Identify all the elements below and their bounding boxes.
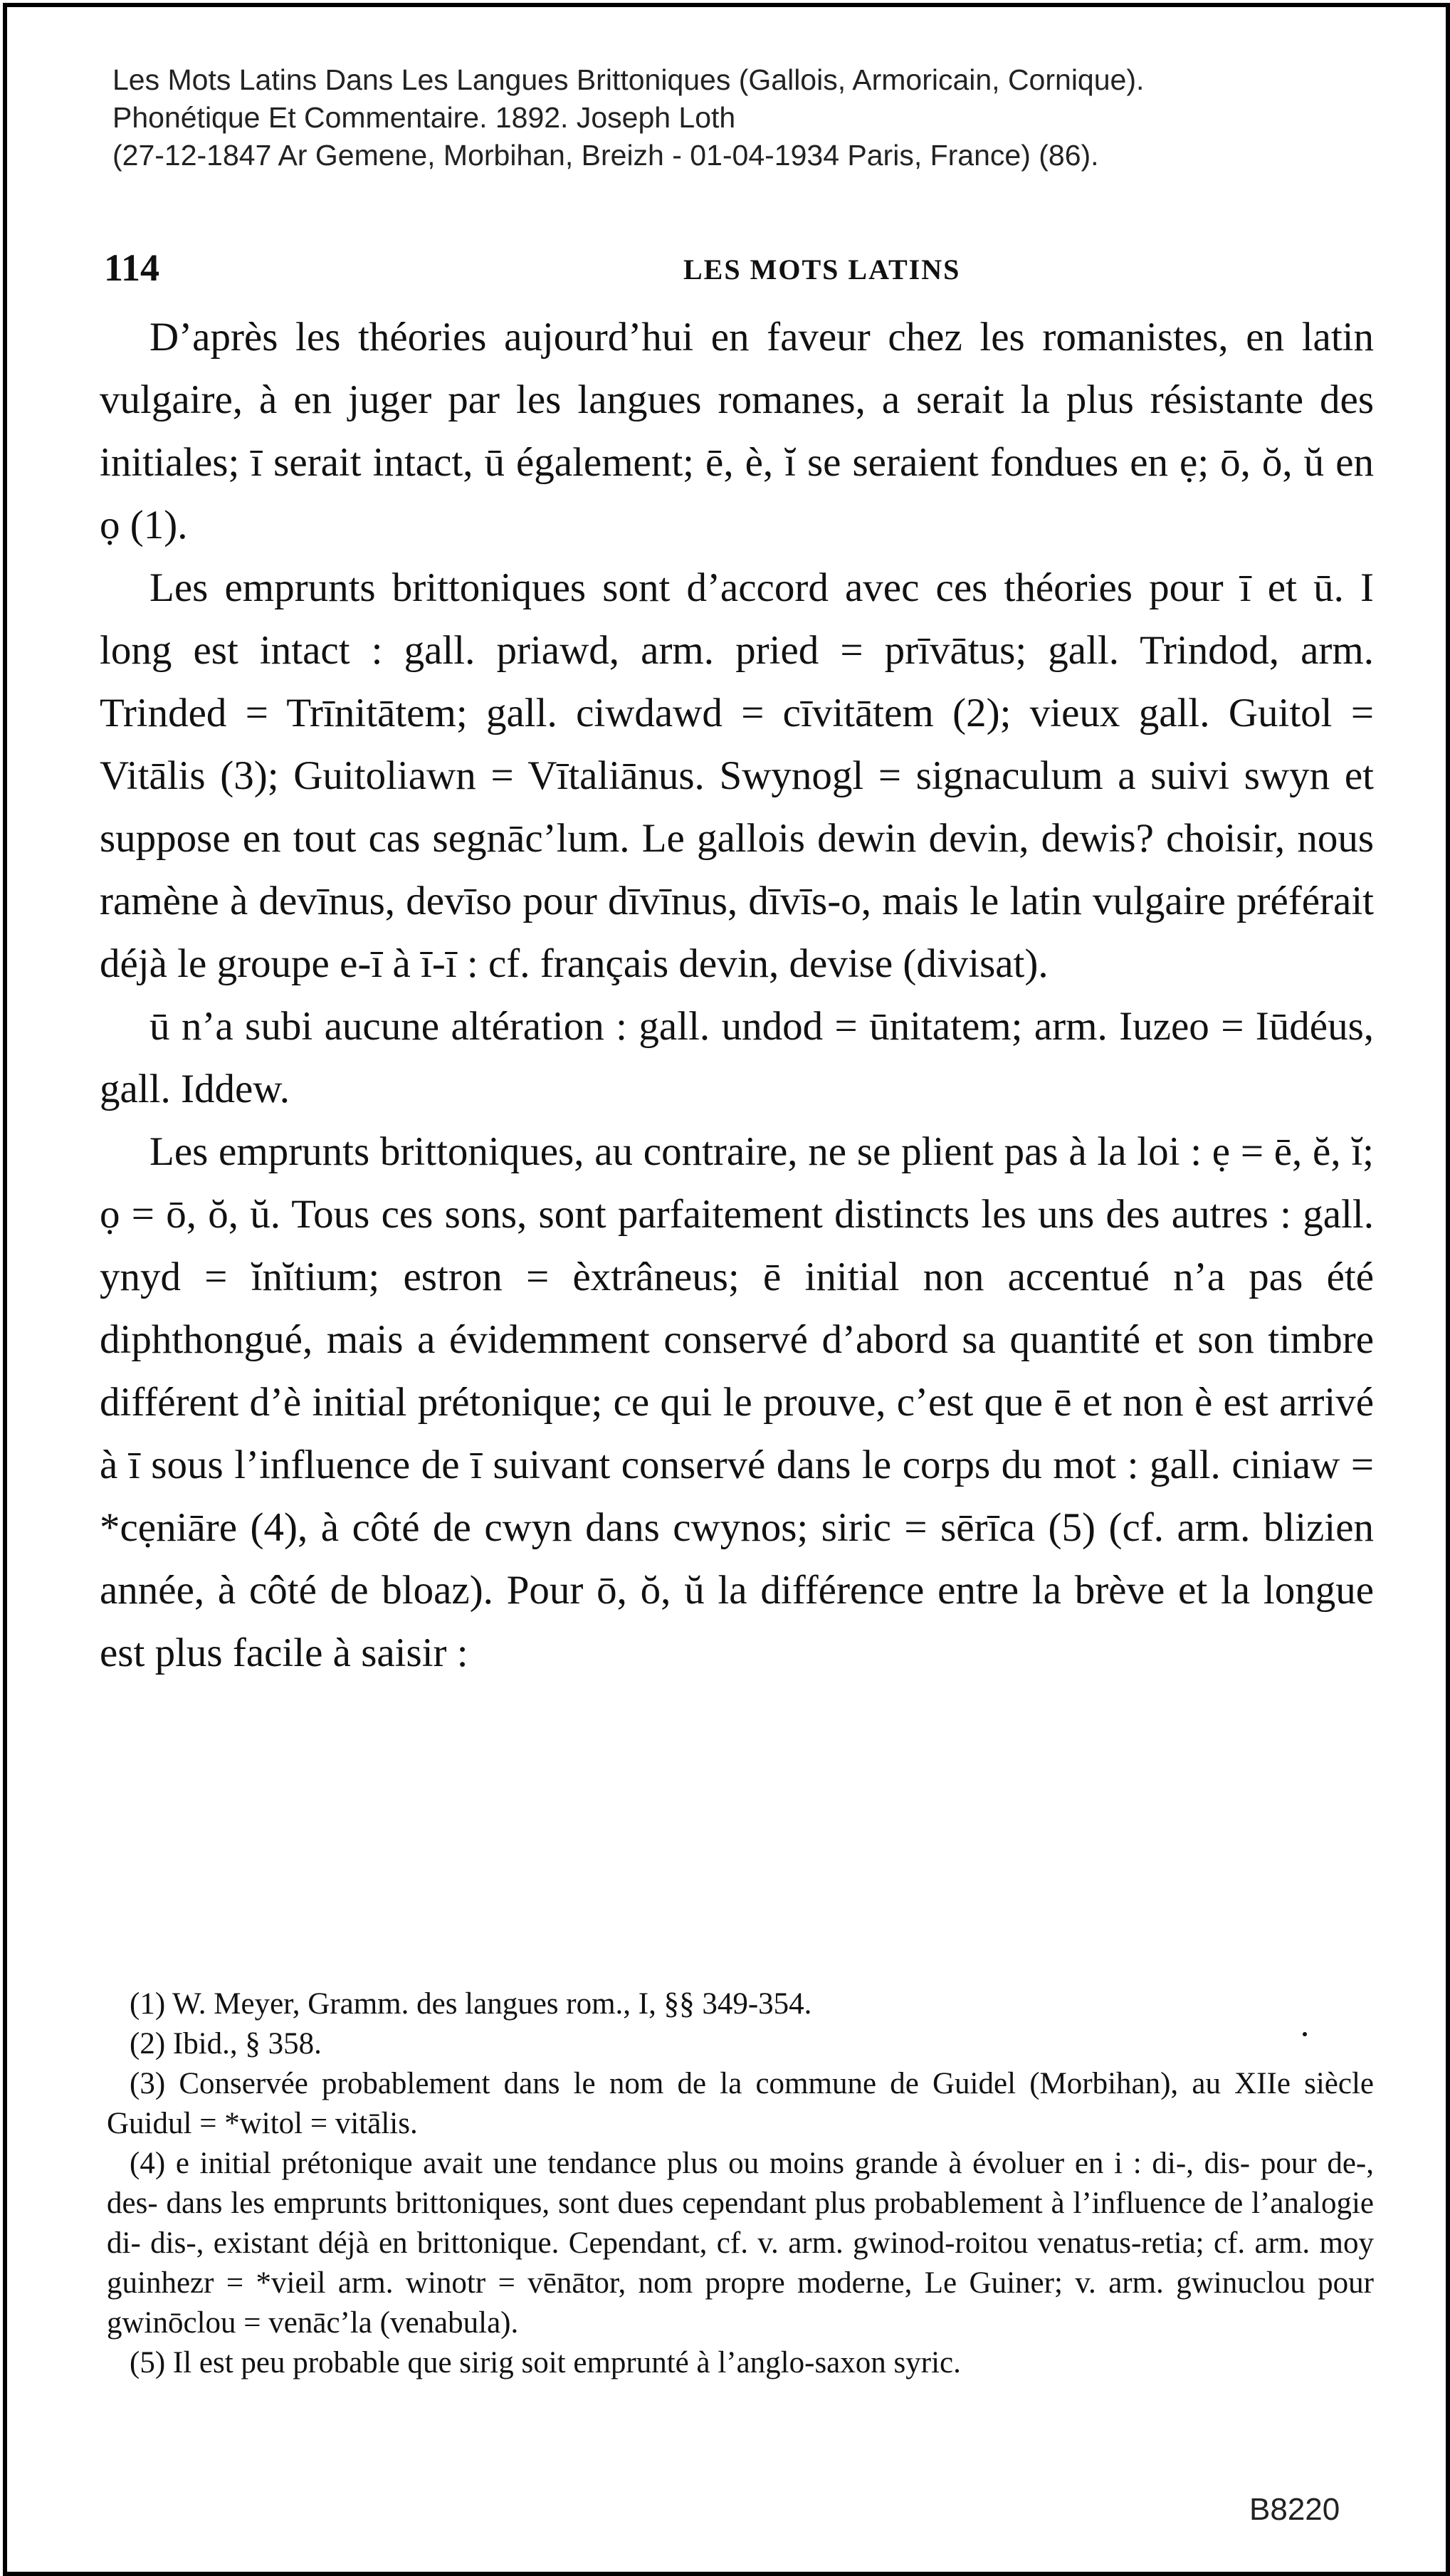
running-title: LES MOTS LATINS xyxy=(683,253,961,286)
paragraph: Les emprunts brittoniques, au contraire, ne se plient pas à la loi : ẹ = ē, ĕ, ĭ; ọ = ō, ŏ, ŭ. Tous ces sons, sont parfaitement distincts les uns des autres : gall. ynyd = ĭnĭtium; estron = èxtrâneus; ē initial non accentué n’a pas été diphthongué, mais a évidemment conservé d’abord sa quantité et son timbre différent d’è initial prétonique; ce qui le prouve, c’est que ē et non è est arrivé à ī sous l’influence de ī suivant conservé dans le corps du mot : gall. ciniaw = *cẹniāre (4), à côté de cwyn dans cwynos; siric = sērīca (5) (cf. arm. blizien année, à côté de bloaz). Pour ō, ŏ, ŭ la différence entre la brève et la longue est plus facile à saisir : xyxy=(100,1129,1374,1675)
header-line-1: Les Mots Latins Dans Les Langues Brittoniques (Gallois, Armoricain, Cornique). xyxy=(112,63,1145,96)
bibliographic-header xyxy=(112,61,1394,174)
catalog-id: B8220 xyxy=(1249,2492,1340,2527)
running-head xyxy=(100,246,1381,295)
page-frame xyxy=(3,3,1450,2576)
header-line-3: (27-12-1847 Ar Gemene, Morbihan, Breizh - 01-04-1934 Paris, France) (86). xyxy=(112,139,1099,172)
footnote: (4) e initial prétonique avait une tendance plus ou moins grande à évoluer en i : di-, dis- pour de-, des- dans les emprunts brittoniques, sont dues cependant plus probablement à l’influence de l’analogie di- dis-, existant déjà en brittonique. Cependant, cf. v. arm. gwinod-roitou venatus-retia; cf. arm. moy guinhezr = *vieil arm. winotr = vēnātor, nom propre moderne, Le Guiner; v. arm. gwinuclou pour gwinōclou = venāc’la (venabula). xyxy=(107,2147,1374,2340)
page-number: 114 xyxy=(104,246,160,289)
footnote: (3) Conservée probablement dans le nom de la commune de Guidel (Morbihan), au XIIe siècle Guidul = *witol = vitālis. xyxy=(107,2067,1374,2140)
footnote: (2) Ibid., § 358. xyxy=(130,2027,322,2061)
footnote: (5) Il est peu probable que sirig soit emprunté à l’anglo-saxon syric. xyxy=(130,2346,961,2379)
paragraph: D’après les théories aujourd’hui en faveur chez les romanistes, en latin vulgaire, à en juger par les langues romanes, a serait la plus résistante des initiales; ī serait intact, ū également; ē, è, ĭ se seraient fondues en ẹ; ō, ŏ, ŭ en ọ (1). xyxy=(100,315,1374,548)
footnotes xyxy=(107,1984,1374,2383)
paragraph: ū n’a subi aucune altération : gall. undod = ūnitatem; arm. Iuzeo = Iūdéus, gall. Iddew. xyxy=(100,1004,1374,1111)
footnote: (1) W. Meyer, Gramm. des langues rom., I, §§ 349-354. xyxy=(130,1987,812,2021)
header-line-2: Phonétique Et Commentaire. 1892. Joseph Loth xyxy=(112,101,736,134)
paragraph: Les emprunts brittoniques sont d’accord avec ces théories pour ī et ū. I long est intact : gall. priawd, arm. pried = prīvātus; gall. Trindod, arm. Trinded = Trīnitātem; gall. ciwdawd = cīvitātem (2); vieux gall. Guitol = Vitālis (3); Guitoliawn = Vītaliānus. Swynogl = signaculum a suivi swyn et suppose en tout cas segnāc’lum. Le gallois dewin devin, dewis? choisir, nous ramène à devīnus, devīso pour dīvīnus, dīvīs-o, mais le latin vulgaire préférait déjà le groupe e-ī à ī-ī : cf. français devin, devise (divisat). xyxy=(100,565,1374,986)
body-text xyxy=(100,306,1374,1685)
